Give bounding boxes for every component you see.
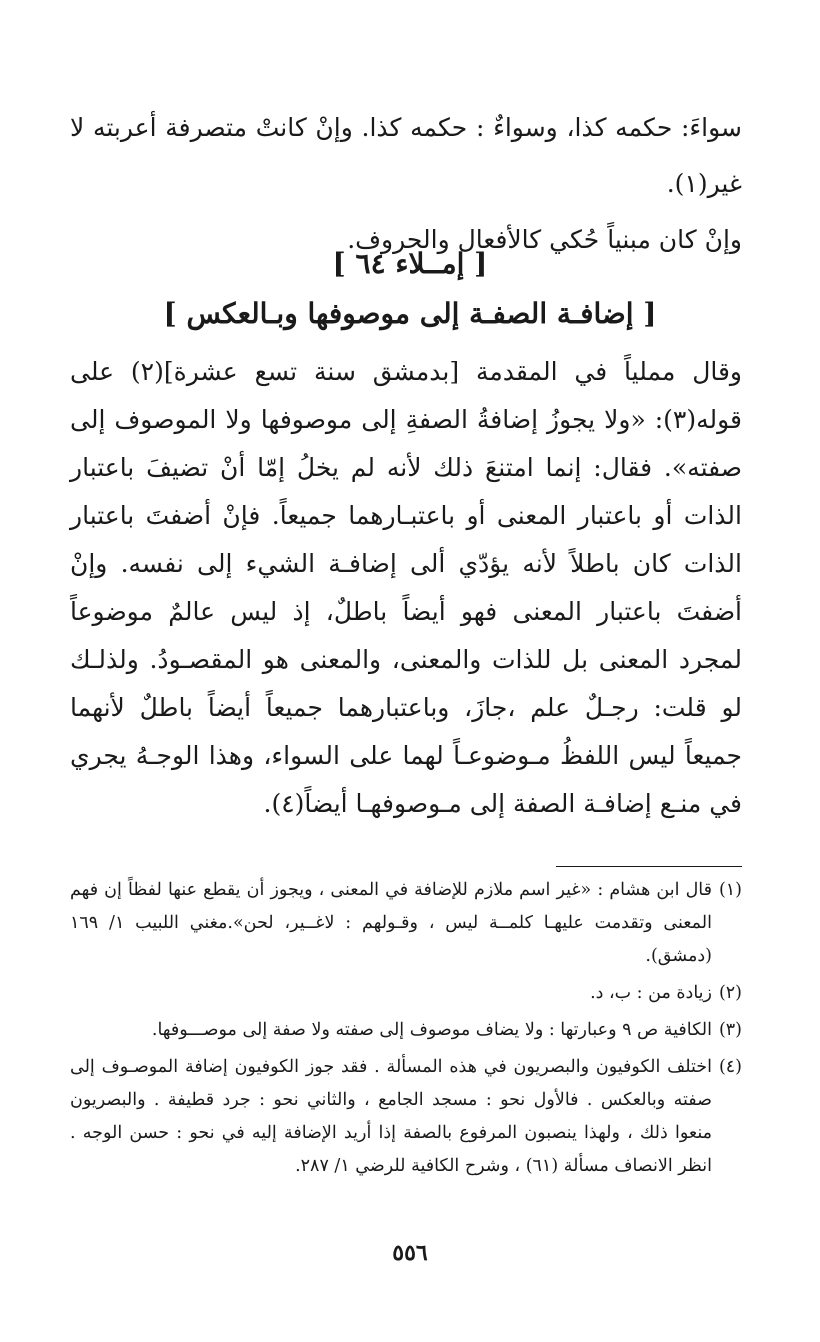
intro-text xyxy=(70,100,742,268)
intro-line-1: سواءَ: حكمه كذا، وسواءٌ : حكمه كذا. وإنْ كانتْ متصرفة أعربته لا غير(١). xyxy=(70,113,742,198)
footnote-divider xyxy=(556,866,742,867)
footnote-2 xyxy=(70,977,742,1010)
footnote-text: الكافية ص ٩ وعبارتها : ولا يضاف موصوف إلى صفته ولا صفة إلى موصـــوفها. xyxy=(151,1020,712,1040)
footnote-number: (١) xyxy=(718,880,742,900)
intro-line-2: وإنْ كان مبنياً حُكي كالأفعال والحروف. xyxy=(347,225,742,254)
footnote-number: (٢) xyxy=(718,983,742,1003)
footnote-3 xyxy=(70,1014,742,1047)
footnote-4 xyxy=(70,1051,742,1183)
page-number: ٥٥٦ xyxy=(392,1240,428,1266)
footnote-number: (٣) xyxy=(718,1020,742,1040)
section-title: [ إضافـة الصفـة إلى موصوفها وبـالعكس ] xyxy=(163,297,657,330)
footnote-text: قال ابن هشام : «غير اسم ملازم للإضافة في المعنى ، ويجوز أن يقطع عنها لفظاً إن فهم المعنى وتقدمت عليهـا كلمــة ليس ، وقـولهم : لاغــير، لحن».مغني اللبيب ١/ ١٦٩ (دمشق). xyxy=(70,880,712,966)
footnote-1 xyxy=(70,874,742,973)
footnotes xyxy=(70,874,742,1187)
footnote-number: (٤) xyxy=(718,1057,742,1077)
main-body xyxy=(70,348,742,828)
dictation-heading: [ إمــلاء ٦٤ ] xyxy=(332,247,488,280)
body-paragraph: وقال مملياً في المقدمة [بدمشق سنة تسع عشرة](٢) على قوله(٣): «ولا يجوزُ إضافةُ الصفةِ إلى موصوفها ولا الموصوف إلى صفته». فقال: إنما امتنعَ ذلك لأنه لم يخلُ إمّا أنْ تضيفَ باعتبار الذات أو باعتبار المعنى أو باعتبـارهما جميعاً. فإنْ أضفتَ باعتبار الذات كان باطلاً لأنه يؤدّي ألى إضافـة الشيء إلى نفسه. وإنْ أضفتَ باعتبار المعنى فهو أيضاً باطلٌ، إذ ليس عالمٌ موضوعاً لمجرد المعنى بل للذات والمعنى، والمعنى هو المقصـودُ. ولذلـك لو قلت: رجـلٌ علم ،جازَ، وباعتبارهما جميعاً أيضاً باطلٌ لأنهما جميعاً ليس اللفظُ مـوضوعـاً لهما على السواء، وهذا الوجـهُ يجري في منـع إضافـة الصفة إلى مـوصوفهـا أيضاً(٤). xyxy=(70,357,743,818)
footnote-text: زيادة من : ب، د. xyxy=(590,983,712,1003)
footnote-text: اختلف الكوفيون والبصريون في هذه المسألة . فقد جوز الكوفيون إضافة الموصـوف إلى صفته وبالعكس . فالأول نحو : مسجد الجامع ، والثاني نحو : جرد قطيفة . والبصريون منعوا ذلك ، ولهذا ينصبون المرفوع بالصفة إذا أريد الإضافة إليه في نحو : حسن الوجه . انظر الانصاف مسألة (٦١) ، وشرح الكافية للرضي ١/ ٢٨٧. xyxy=(70,1057,712,1176)
